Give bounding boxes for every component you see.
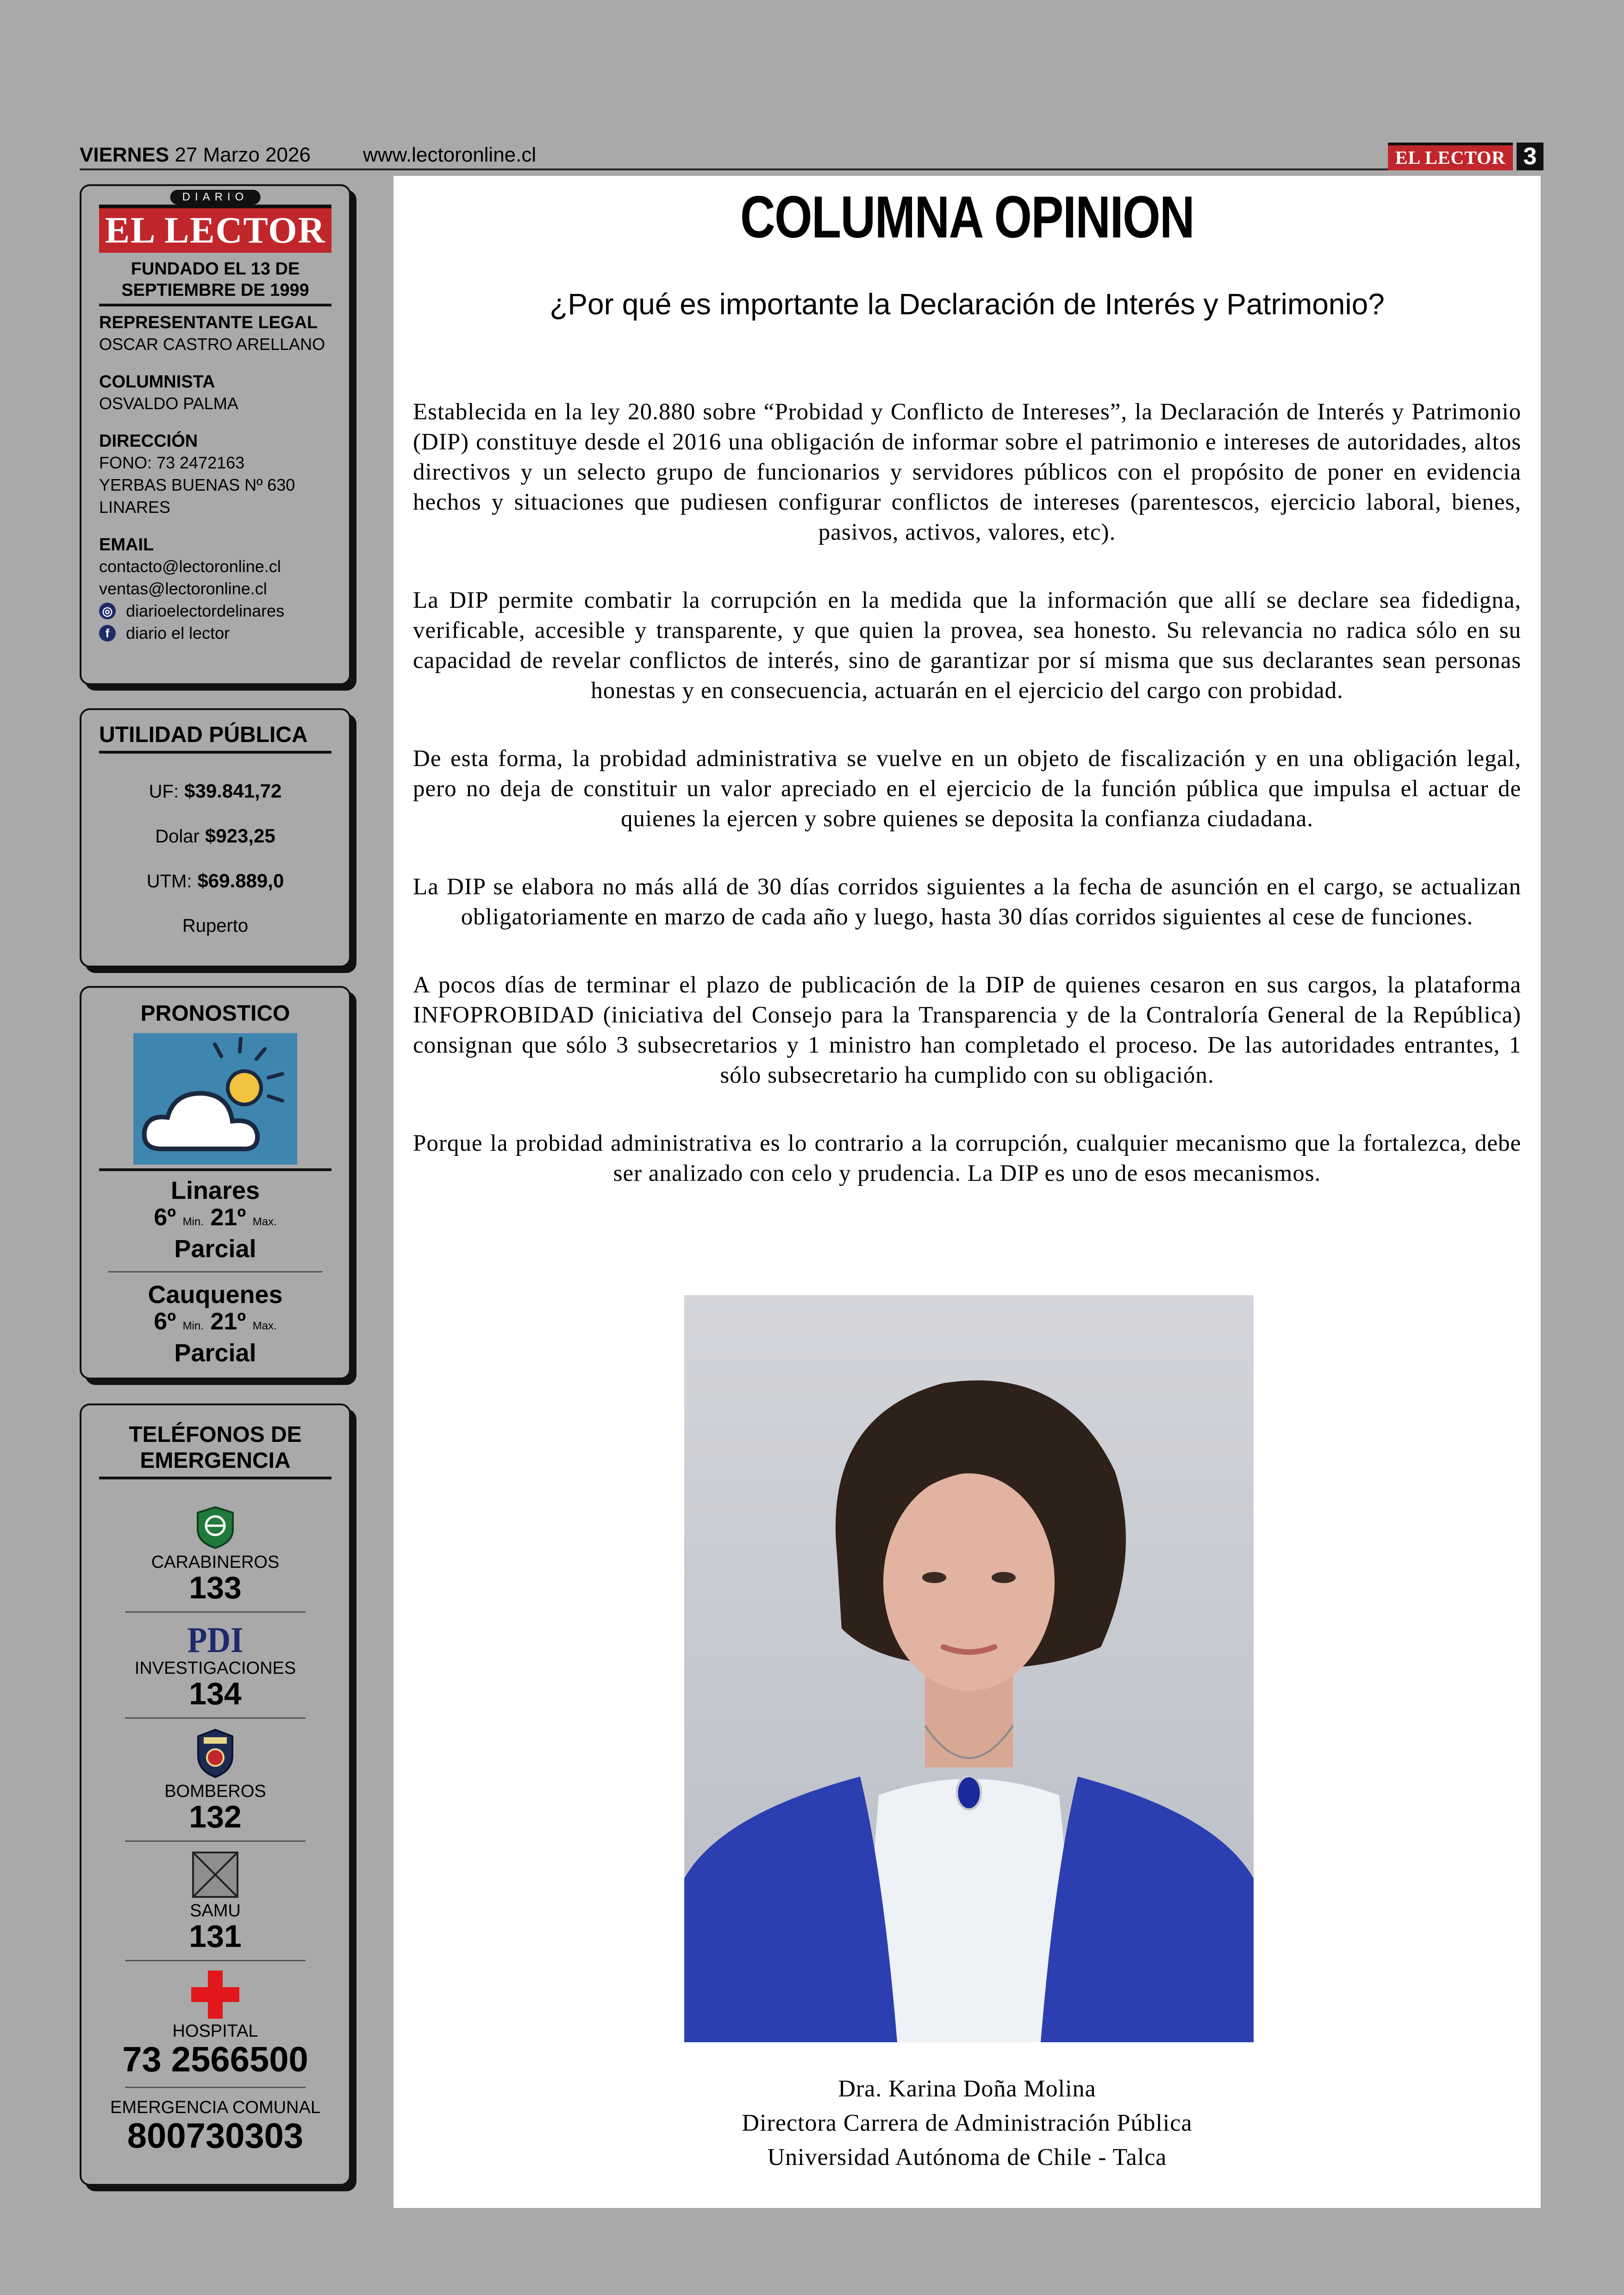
email-sales-link[interactable]: ventas@lectoronline.cl	[99, 579, 267, 598]
forecast-title: PRONOSTICO	[140, 1001, 290, 1026]
emergency-investigaciones	[99, 1622, 331, 1709]
min-label: Min.	[182, 1320, 204, 1332]
red-cross-icon	[191, 1971, 239, 2019]
uf-row	[99, 780, 331, 803]
columnist-name: OSVALDO PALMA	[99, 394, 238, 413]
facebook-handle: diario el lector	[126, 624, 230, 642]
uf-value: $39.841,72	[184, 780, 282, 802]
emergency-bomberos	[99, 1728, 331, 1832]
forecast-city-linares	[99, 1177, 331, 1263]
author-role: Directora Carrera de Administración Pública	[742, 2110, 1193, 2136]
service-number[interactable]: 132	[189, 1799, 242, 1834]
email-label: EMAIL	[99, 535, 154, 555]
divider	[125, 1717, 306, 1719]
facebook-link[interactable]	[99, 622, 331, 644]
opinion-article	[394, 176, 1541, 2208]
page-header	[80, 139, 1543, 172]
utm-row	[99, 869, 331, 893]
city-text: LINARES	[99, 498, 171, 517]
utm-label: UTM:	[146, 871, 192, 892]
service-number[interactable]: 73 2566500	[122, 2040, 308, 2079]
divider	[108, 1271, 322, 1272]
logo-sup-text: DIARIO	[170, 190, 261, 205]
divider	[125, 1611, 306, 1613]
photo-caption	[394, 2072, 1541, 2175]
legal-rep-name: OSCAR CASTRO ARELLANO	[99, 335, 325, 354]
founded-text: FUNDADO EL 13 DE SEPTIEMBRE DE 1999	[121, 259, 309, 300]
min-temp: 6º	[154, 1204, 176, 1231]
emergency-carabineros	[99, 1505, 331, 1603]
carabineros-badge-icon	[193, 1505, 237, 1550]
divider	[99, 1477, 331, 1479]
city-name: Cauquenes	[148, 1281, 283, 1309]
service-number[interactable]: 131	[189, 1919, 242, 1954]
emergency-box	[80, 1403, 351, 2186]
max-temp: 21º	[210, 1308, 246, 1335]
service-name: SAMU	[190, 1901, 241, 1921]
temperature-range	[99, 1309, 331, 1339]
columnist-label: COLUMNISTA	[99, 372, 215, 392]
divider	[99, 1168, 331, 1171]
uf-label: UF:	[149, 781, 179, 802]
article-body	[413, 397, 1521, 1227]
temperature-range	[99, 1204, 331, 1235]
website-link[interactable]: www.lectoronline.cl	[363, 143, 537, 166]
emergency-comunal	[99, 2097, 331, 2155]
emergency-title: TELÉFONOS DE EMERGENCIA	[129, 1422, 302, 1473]
section-title: COLUMNA OPINION	[740, 184, 1194, 250]
phone-text: FONO: 73 2472163	[99, 453, 245, 472]
service-number[interactable]: 800730303	[127, 2116, 304, 2156]
instagram-handle: diarioelectordelinares	[126, 601, 285, 620]
condition: Parcial	[174, 1339, 256, 1367]
service-name: HOSPITAL	[172, 2021, 258, 2041]
masthead-box	[80, 184, 351, 685]
instagram-icon: ◎	[99, 603, 116, 619]
facebook-icon: f	[99, 625, 116, 642]
issue-date-text: 27 Marzo 2026	[175, 143, 311, 166]
utm-value: $69.889,0	[197, 870, 284, 892]
min-label: Min.	[182, 1216, 204, 1228]
divider	[99, 304, 331, 306]
author-institution: Universidad Autónoma de Chile - Talca	[767, 2144, 1167, 2170]
street-text: YERBAS BUENAS Nº 630	[99, 475, 295, 494]
city-name: Linares	[170, 1177, 260, 1204]
saint-of-day: Ruperto	[182, 916, 249, 936]
paragraph: Establecida en la ley 20.880 sobre “Probidad y Conflicto de Intereses”, la Declaración de Interés y Patrimonio (DIP) constituye desde el 2016 una obligación de informar sobre el patrimonio e intereses de autoridades, altos directivos y un selecto grupo de funcionarios y servidores públicos con el propósito de poner en evidencia hechos y situaciones que pudiesen configurar conflictos de intereses (parentescos, ejercicio laboral, bienes, pasivos, activos, valores, etc).	[413, 399, 1521, 545]
address-label: DIRECCIÓN	[99, 431, 198, 451]
author-photo	[684, 1295, 1254, 2042]
dolar-row	[99, 824, 331, 848]
utility-title: UTILIDAD PÚBLICA	[99, 723, 308, 747]
service-name: INVESTIGACIONES	[134, 1659, 296, 1678]
forecast-box	[80, 986, 351, 1379]
author-name: Dra. Karina Doña Molina	[838, 2076, 1096, 2102]
pdi-logo-icon: PDI	[187, 1620, 244, 1660]
max-temp: 21º	[210, 1204, 246, 1231]
paragraph: De esta forma, la probidad administrativa se vuelve en un objeto de fiscalización y en una obligación legal, pero no deja de constituir un valor apreciado en el ejercicio de la función pública que impulsa el actuar de quienes la ejercen y sobre quienes se deposita la confianza ciudadana.	[413, 746, 1521, 832]
max-label: Max.	[252, 1216, 277, 1228]
service-number[interactable]: 134	[189, 1676, 242, 1711]
paragraph: La DIP permite combatir la corrupción en la medida que la información que allí se declare sea fidedigna, verificable, accesible y transparente, y que quien la provea, sea honesto. Su relevancia no radica sólo en su capacidad de revelar conflictos de interés, sino de garantizar por sí misma que sus declarantes sean personas honestas y en consecuencia, actuarán en el ejercicio del cargo con probidad.	[413, 587, 1521, 704]
min-temp: 6º	[154, 1308, 176, 1335]
emergency-hospital	[99, 1971, 331, 2078]
utility-box	[80, 708, 351, 967]
service-name: EMERGENCIA COMUNAL	[110, 2098, 320, 2117]
condition: Parcial	[174, 1235, 256, 1263]
service-number[interactable]: 133	[189, 1570, 242, 1605]
max-label: Max.	[252, 1320, 277, 1332]
emergency-samu	[99, 1851, 331, 1952]
divider	[99, 751, 331, 754]
paragraph: La DIP se elabora no más allá de 30 días corridos siguientes a la fecha de asunción en el cargo, se actualizan obligatoriamente en marzo de cada año y luego, hasta 30 días corridos siguientes al cese de funciones.	[413, 874, 1521, 930]
article-title: ¿Por qué es importante la Declaración de Interés y Patrimonio?	[550, 287, 1385, 321]
header-rule	[80, 168, 1511, 170]
divider	[125, 2087, 306, 2088]
paragraph: Porque la probidad administrativa es lo contrario a la corrupción, cualquier mecanismo que la fortalezca, debe ser analizado con celo y prudencia. La DIP es uno de esos mecanismos.	[413, 1130, 1521, 1186]
instagram-link[interactable]	[99, 600, 331, 622]
issue-day: VIERNES	[80, 143, 169, 166]
forecast-city-cauquenes	[99, 1281, 331, 1367]
paragraph: A pocos días de terminar el plazo de publicación de la DIP de quienes cesaron en sus cargos, la plataforma INFOPROBIDAD (iniciativa del Consejo para la Transparencia y de la Contraloría General de la República) consignan que sólo 3 subsecretarios y 1 ministro han completado el proceso. De las autoridades entrantes, 1 sólo subsecretario ha cumplido con su obligación.	[413, 972, 1521, 1088]
service-name: BOMBEROS	[164, 1782, 266, 1801]
email-contact-link[interactable]: contacto@lectoronline.cl	[99, 557, 281, 576]
dolar-value: $923,25	[205, 825, 275, 847]
bomberos-badge-icon	[194, 1728, 236, 1779]
divider	[125, 1840, 306, 1842]
legal-rep-label: REPRESENTANTE LEGAL	[99, 313, 318, 332]
service-name: CARABINEROS	[151, 1553, 280, 1572]
header-logo: EL LECTOR	[1388, 143, 1513, 170]
page-number: 3	[1517, 143, 1543, 170]
dolar-label: Dolar	[155, 826, 200, 847]
partly-cloudy-icon	[133, 1033, 297, 1165]
divider	[125, 1960, 306, 1961]
logo-main-text: EL LECTOR	[105, 210, 326, 251]
newspaper-logo	[99, 191, 331, 253]
samu-placeholder-icon	[192, 1851, 239, 1898]
issue-date	[80, 143, 311, 167]
